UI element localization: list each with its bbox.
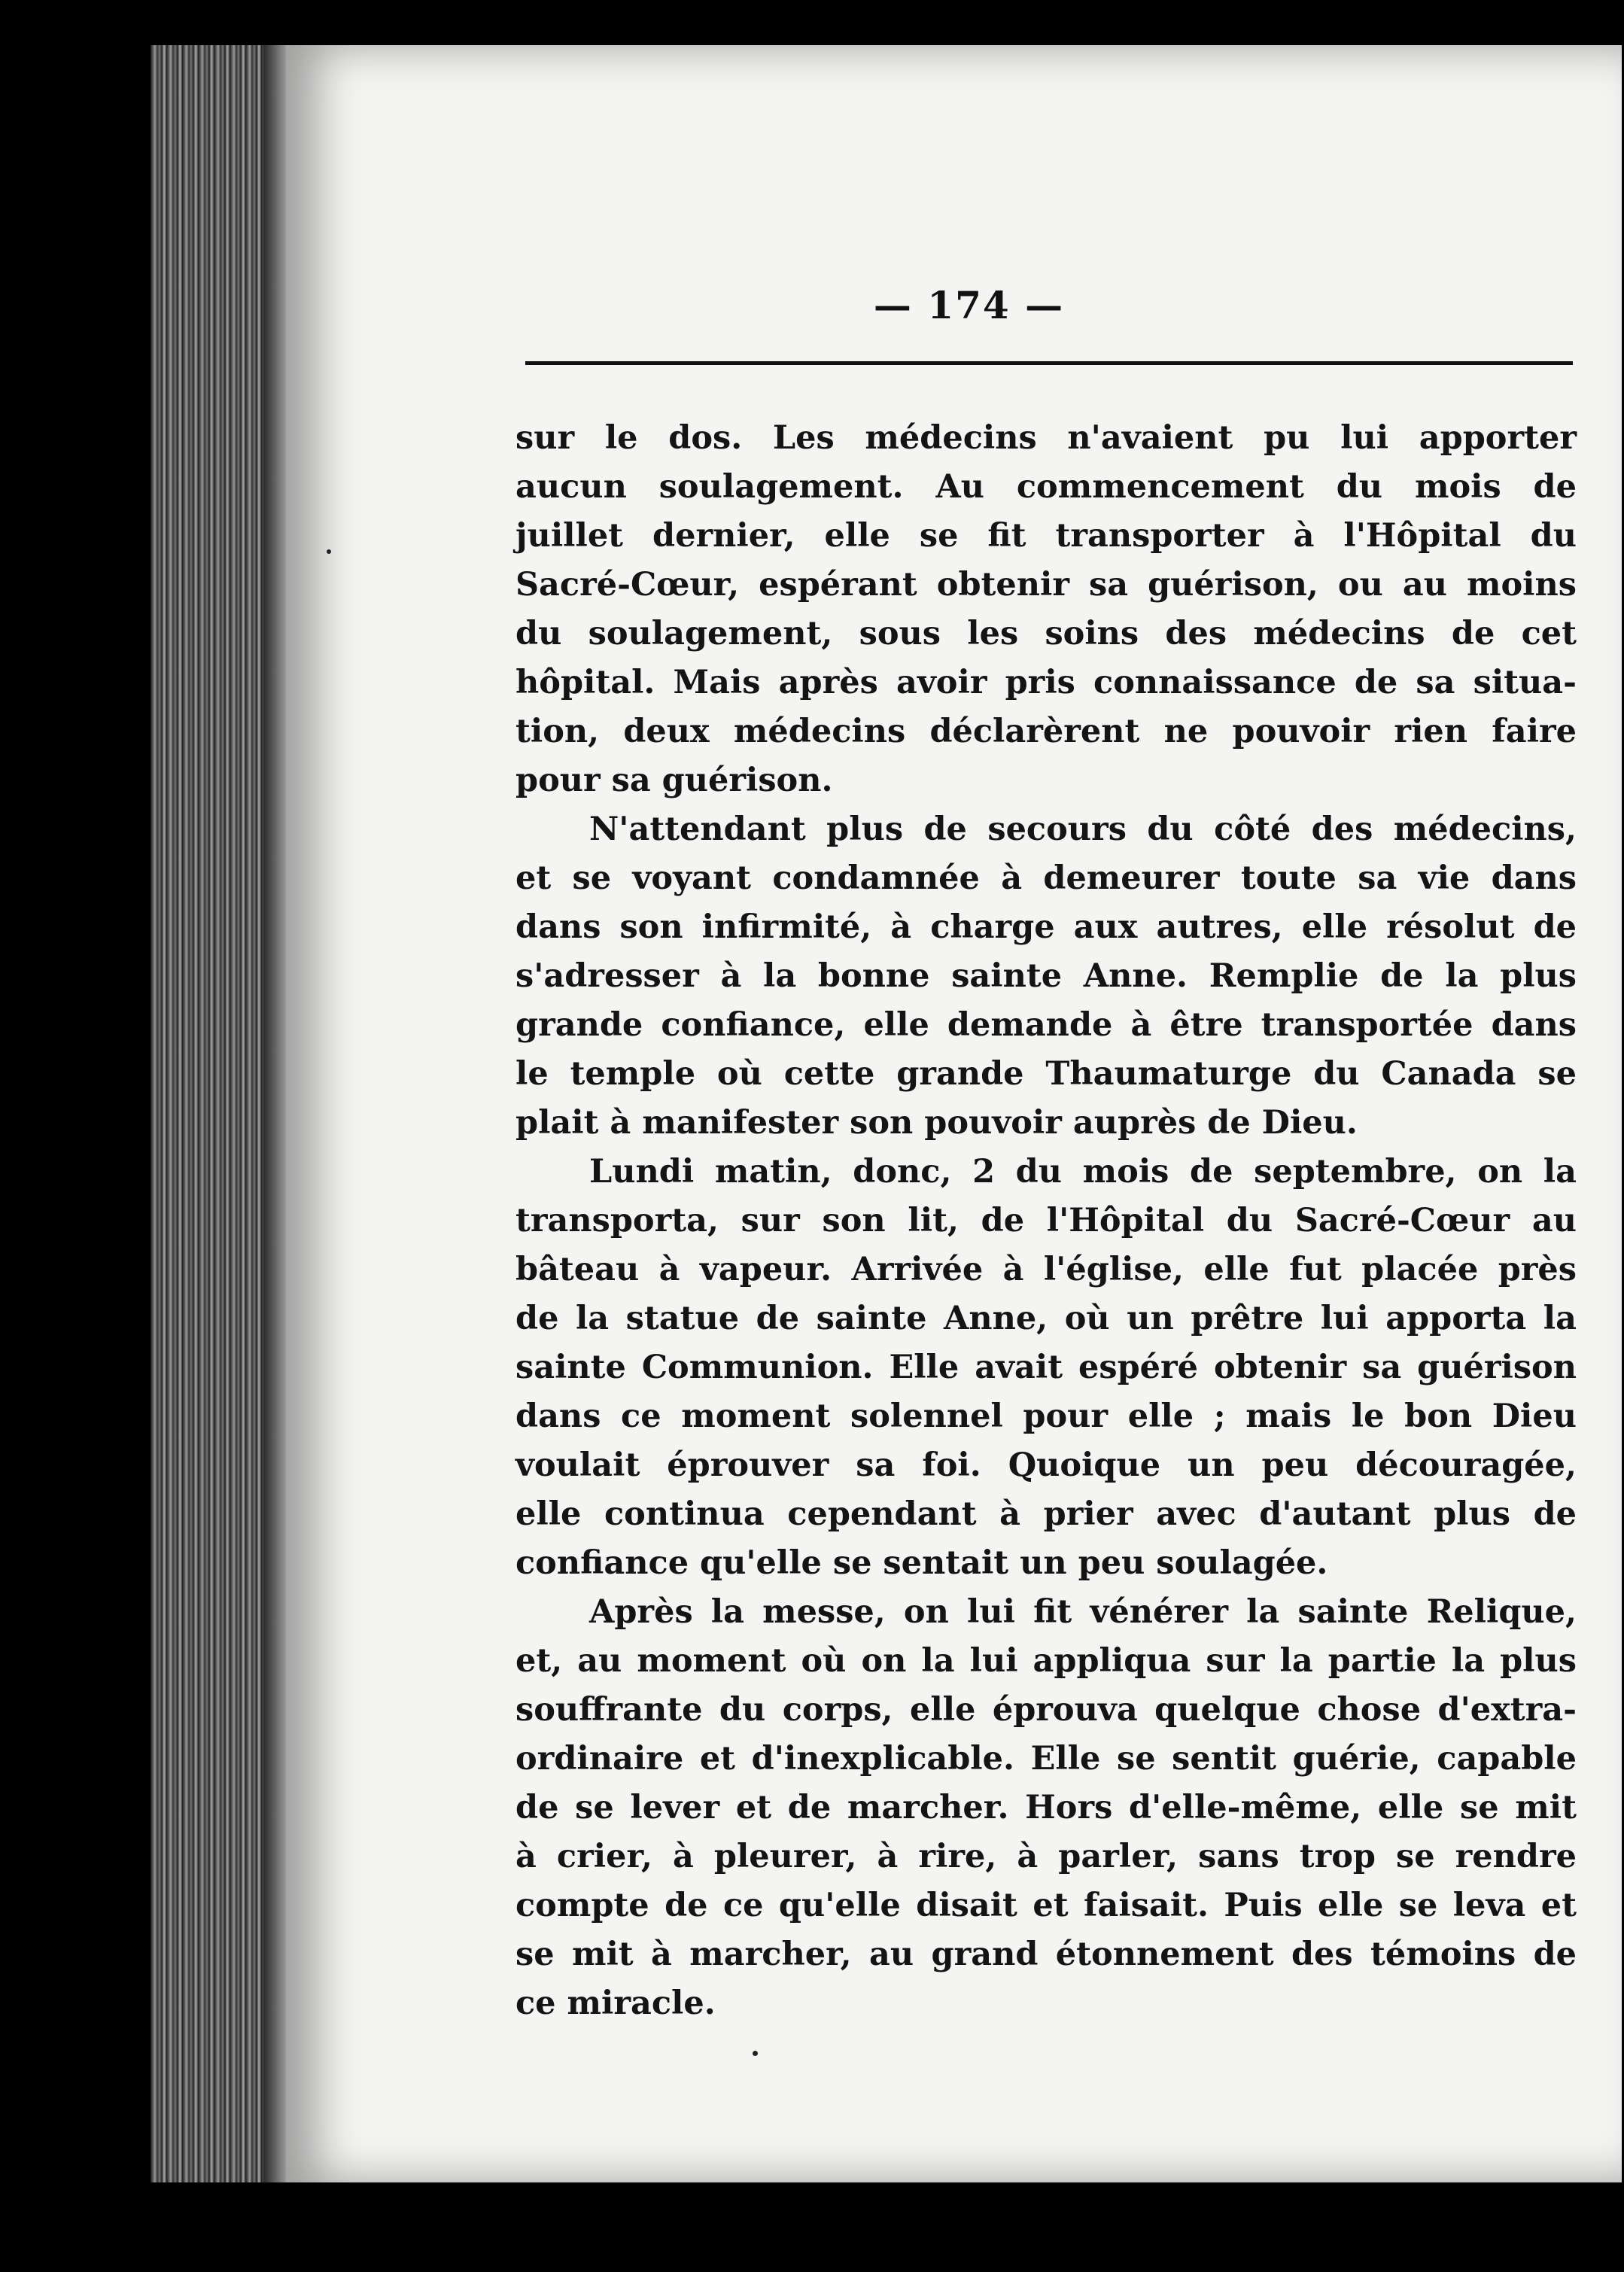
text-line: N'attendant plus de secours du côté des médecins, <box>589 811 1577 848</box>
text-line: Après la messe, on lui fit vénérer la sainte Relique, <box>589 1593 1577 1631</box>
text-line: dans ce moment solennel pour elle ; mais le bon Dieu <box>515 1398 1577 1435</box>
text-line: et se voyant condamnée à demeurer toute sa vie dans <box>515 859 1577 897</box>
text-line: Lundi matin, donc, 2 du mois de septembre, on la <box>589 1153 1577 1191</box>
text-line: voulait éprouver sa foi. Quoique un peu découragée, <box>515 1446 1577 1484</box>
page-sheet <box>286 45 1622 2182</box>
text-line: confiance qu'elle se sentait un peu soulagée. <box>515 1544 1328 1582</box>
text-line: à crier, à pleurer, à rire, à parler, sans trop se rendre <box>515 1838 1577 1875</box>
text-line: se mit à marcher, au grand étonnement des témoins de <box>515 1936 1577 1973</box>
text-line: grande confiance, elle demande à être transportée dans <box>515 1006 1577 1044</box>
paragraph <box>515 1588 1577 2028</box>
text-line: souffrante du corps, elle éprouva quelque chose d'extra- <box>515 1691 1577 1729</box>
text-line: tion, deux médecins déclarèrent ne pouvoir rien faire <box>515 713 1577 750</box>
text-line: elle continua cependant à prier avec d'autant plus de <box>515 1495 1577 1533</box>
text-line: compte de ce qu'elle disait et faisait. Puis elle se leva et <box>515 1887 1577 1924</box>
text-line: Sacré-Cœur, espérant obtenir sa guérison, ou au moins <box>515 566 1577 604</box>
text-line: sainte Communion. Elle avait espéré obtenir sa guérison <box>515 1349 1577 1386</box>
body-text <box>515 414 1577 2028</box>
text-line: pour sa guérison. <box>515 762 833 799</box>
text-line: du soulagement, sous les soins des médecins de cet <box>515 615 1577 652</box>
text-line: de se lever et de marcher. Hors d'elle-même, elle se mit <box>515 1789 1577 1826</box>
text-line: et, au moment où on la lui appliqua sur la partie la plus <box>515 1642 1577 1680</box>
text-line: plait à manifester son pouvoir auprès de Dieu. <box>515 1104 1358 1142</box>
scan-speck <box>753 2051 758 2056</box>
page-number: — 174 — <box>873 283 1065 327</box>
text-line: sur le dos. Les médecins n'avaient pu lui apporter <box>515 419 1577 457</box>
text-line: transporta, sur son lit, de l'Hôpital du Sacré-Cœur au <box>515 1202 1577 1239</box>
paragraph <box>515 1148 1577 1588</box>
scan-speck <box>327 549 331 554</box>
paragraph <box>515 414 1577 805</box>
text-line: s'adresser à la bonne sainte Anne. Remplie de la plus <box>515 957 1577 995</box>
text-line: de la statue de sainte Anne, où un prêtre lui apporta la <box>515 1300 1577 1337</box>
text-line: le temple où cette grande Thaumaturge du Canada se <box>515 1055 1577 1093</box>
header-rule <box>525 361 1573 365</box>
text-line: juillet dernier, elle se fit transporter à l'Hôpital du <box>515 517 1577 555</box>
book-spine-edges <box>151 45 263 2182</box>
text-line: bâteau à vapeur. Arrivée à l'église, elle fut placée près <box>515 1251 1577 1288</box>
text-line: aucun soulagement. Au commencement du mois de <box>515 468 1577 506</box>
text-line: ordinaire et d'inexplicable. Elle se sentit guérie, capable <box>515 1740 1577 1778</box>
text-line: hôpital. Mais après avoir pris connaissance de sa situa- <box>515 664 1577 701</box>
paragraph <box>515 805 1577 1148</box>
text-line: ce miracle. <box>515 1985 716 2022</box>
text-line: dans son infirmité, à charge aux autres, elle résolut de <box>515 908 1577 946</box>
